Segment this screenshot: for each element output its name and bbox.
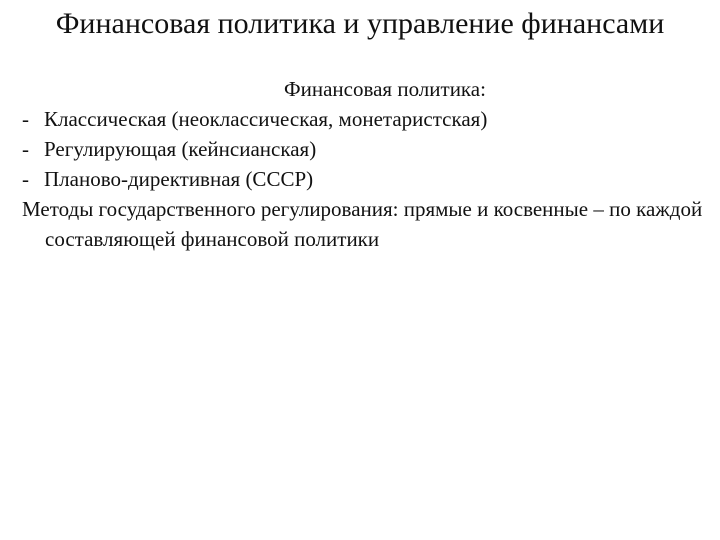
- methods-paragraph: Методы государственного регулирования: прямые и косвенные – по каждой составляющей финансовой политики: [22, 197, 703, 251]
- list-item-label: Классическая (неоклассическая, монетаристская): [44, 107, 488, 131]
- bullet-marker: -: [22, 107, 29, 131]
- slide-title: Финансовая политика и управление финансами: [55, 7, 665, 40]
- list-item: [22, 134, 712, 164]
- bullet-marker: -: [22, 167, 29, 191]
- list-item: [22, 164, 712, 194]
- list-item-label: Планово-директивная (СССР): [44, 167, 314, 191]
- list-item-label: Регулирующая (кейнсианская): [44, 137, 317, 161]
- section-subheading: Финансовая политика:: [284, 77, 486, 101]
- slide-content: [22, 74, 712, 254]
- list-item: [22, 104, 712, 134]
- bullet-marker: -: [22, 137, 29, 161]
- policy-types-list: [22, 104, 712, 194]
